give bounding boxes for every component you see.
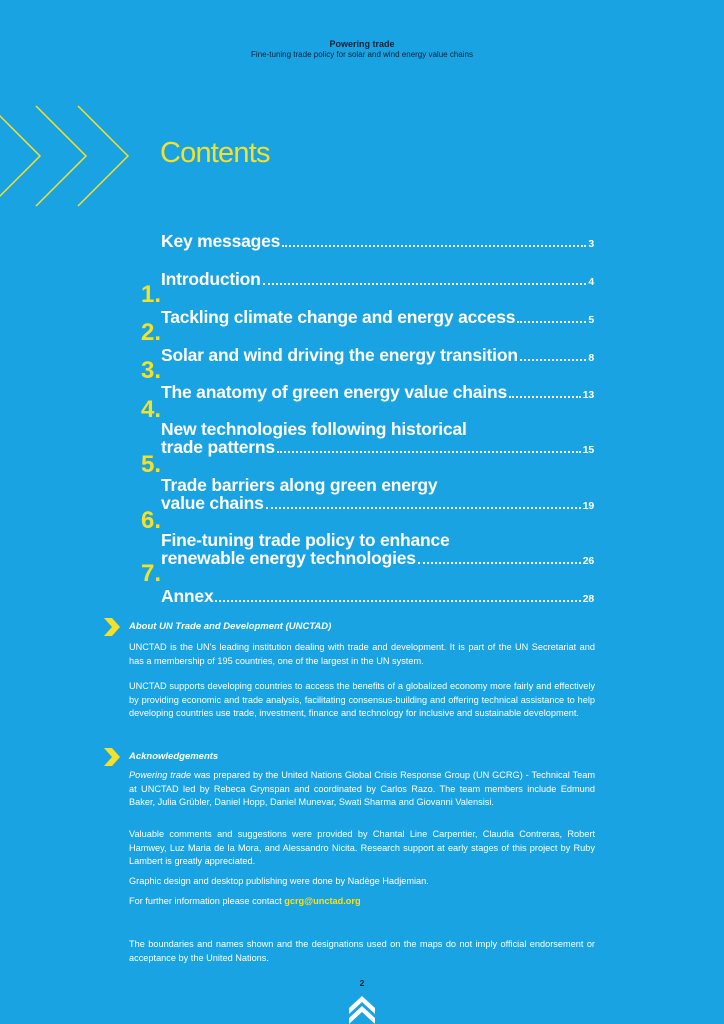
toc-entry-title: Solar and wind driving the energy transition [161, 345, 518, 365]
toc-page-number: 28 [582, 593, 594, 605]
toc-chapter-number: 6. [140, 507, 161, 534]
report-subtitle: Fine-tuning trade policy for solar and wind energy value chains [251, 50, 473, 59]
toc-entry-title: Fine-tuning trade policy to enhance [161, 530, 450, 550]
toc-entry[interactable] [110, 250, 594, 288]
chevron-up-icon[interactable] [349, 996, 375, 1024]
toc-entry[interactable] [110, 281, 594, 327]
toc-page-number: 5 [588, 314, 594, 326]
toc-page-number: 4 [588, 276, 594, 288]
toc-entry-title-cont: value chains [161, 493, 264, 513]
toc-entry-title: Trade barriers along green energy [161, 475, 438, 495]
contact-text: For further information please contact [129, 896, 285, 906]
toc-entry-title: Annex [161, 586, 214, 606]
acknowledgements-heading: Acknowledgements [129, 751, 219, 762]
toc-entry[interactable] [110, 451, 594, 513]
toc-entry-title-cont: renewable energy technologies [161, 548, 416, 568]
report-title: Powering trade [329, 39, 395, 49]
about-heading: About UN Trade and Development (UNCTAD) [129, 621, 332, 632]
toc-entry-title: Key messages [161, 231, 281, 251]
toc-chapter-number: 4. [140, 396, 161, 423]
toc-entry[interactable] [110, 507, 594, 568]
toc-entry[interactable] [110, 396, 594, 457]
acknowledgements-paragraph: Graphic design and desktop publishing were done by Nadège Hadjemian. [129, 876, 429, 886]
toc-page-number: 26 [582, 555, 594, 567]
about-paragraph: UNCTAD is the UN's leading institution dealing with trade and development. It is part of the UN Secretariat and has a membership of 195 countries, one of the largest in the UN system. [129, 642, 595, 666]
toc-entry[interactable] [110, 357, 594, 402]
toc-entry[interactable] [110, 212, 594, 250]
disclaimer: The boundaries and names shown and the designations used on the maps do not imply official endorsement or acceptance by the United Nations. [129, 939, 595, 963]
acknowledgements-paragraph [129, 769, 595, 810]
toc-page-number: 15 [582, 444, 594, 456]
toc-page-number: 3 [588, 238, 594, 250]
about-paragraph: UNCTAD supports developing countries to access the benefits of a globalized economy more fairly and effectively by providing economic and trade analysis, facilitating consensus-building and offering technical assistance to help developing countries use trade, investment, finance and technology for inclusive and sustainable development. [129, 681, 595, 718]
page-number: 2 [359, 978, 365, 988]
toc-chapter-number: 7. [140, 560, 161, 587]
report-name: Powering trade [129, 770, 192, 780]
toc-entry-title: Introduction [161, 269, 261, 289]
toc-entry-title: The anatomy of green energy value chains [161, 382, 507, 402]
toc-page-number: 13 [582, 389, 594, 401]
toc-entry[interactable] [110, 319, 594, 365]
chevron-decoration-icon [0, 104, 132, 208]
running-header [0, 39, 724, 60]
toc-chapter-number: 5. [140, 451, 161, 478]
acknowledgements-paragraph: Valuable comments and suggestions were provided by Chantal Line Carpentier, Claudia Contreras, Robert Hamwey, Luz Maria de la Mora, and Alessandro Nicita. Research support at early stages of this project by Ruby Lambert is greatly appreciated. [129, 829, 595, 866]
toc-chapter-number: 1. [140, 281, 161, 308]
chevron-right-icon [104, 618, 120, 636]
toc-page-number: 8 [588, 352, 594, 364]
toc-entry-title: Tackling climate change and energy access [161, 307, 516, 327]
contact-email-link[interactable]: gcrg@unctad.org [284, 896, 361, 906]
table-of-contents [110, 212, 594, 605]
toc-entry-title: New technologies following historical [161, 419, 467, 439]
toc-page-number: 19 [582, 500, 594, 512]
contents-heading: Contents [160, 137, 270, 169]
acknowledgements-text: was prepared by the United Nations Global Crisis Response Group (UN GCRG) - Technical Team at UNCTAD led by Rebeca Grynspan and coordinated by Carlos Razo. The team members include Edmund Baker, Julia Grübler, Daniel Hopp, Daniel Munevar, Swati Sharma and Giovanni Valensisi. [129, 770, 595, 807]
contact-paragraph [129, 895, 595, 909]
toc-chapter-number: 3. [140, 357, 161, 384]
toc-chapter-number: 2. [140, 319, 161, 346]
toc-entry-title-cont: trade patterns [161, 437, 275, 457]
chevron-right-icon [104, 748, 120, 766]
